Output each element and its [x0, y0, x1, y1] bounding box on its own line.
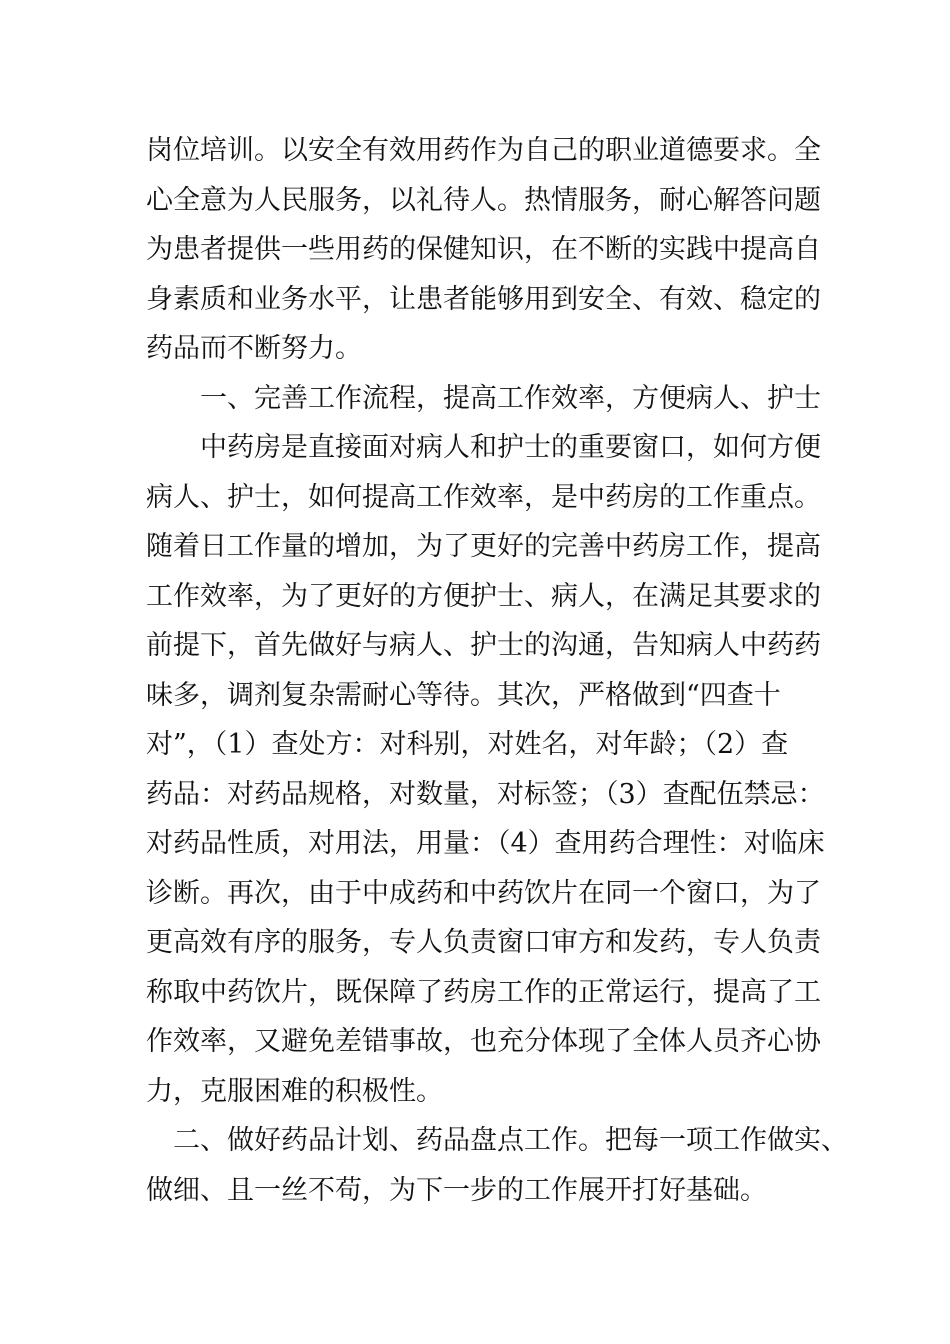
paragraph-line: 做细、且一丝不苟，为下一步的工作展开打好基础。 — [146, 1174, 767, 1206]
heading-line: 二、做好药品计划、药品盘点工作。把每一项工作做实、 — [173, 1125, 848, 1156]
paragraph-line: 身素质和业务水平，让患者能够用到安全、有效、稳定的 — [146, 283, 821, 315]
paragraph-1 — [146, 126, 846, 374]
paragraph-2 — [146, 423, 846, 1116]
heading-line: 一、完善工作流程，提高工作效率，方便病人、护士 — [200, 382, 821, 414]
paragraph-line: 前提下，首先做好与病人、护士的沟通，告知病人中药药 — [146, 630, 821, 661]
document-body — [146, 126, 846, 1215]
paragraph-line: 病人、护士，如何提高工作效率，是中药房的工作重点。 — [146, 481, 821, 513]
paragraph-line: 岗位培训。以安全有效用药作为自己的职业道德要求。全 — [146, 135, 821, 166]
paragraph-line: 称取中药饮片，既保障了药房工作的正常运行，提高了工 — [146, 976, 821, 1008]
paragraph-line: 药品：对药品规格，对数量，对标签；（3）查配伍禁忌： — [146, 778, 825, 810]
paragraph-line: 对”，（1）查处方：对科别，对姓名，对年龄；（2）查 — [146, 729, 789, 760]
section-heading-1 — [146, 374, 846, 424]
paragraph-line: 中药房是直接面对病人和护士的重要窗口，如何方便 — [200, 432, 821, 463]
paragraph-line: 药品而不断努力。 — [146, 333, 362, 364]
paragraph-line: 力，克服困难的积极性。 — [146, 1075, 443, 1107]
paragraph-line: 作效率，又避免差错事故，也充分体现了全体人员齐心协 — [146, 1026, 821, 1057]
paragraph-line: 心全意为人民服务，以礼待人。热情服务，耐心解答问题 — [146, 184, 821, 216]
paragraph-line: 诊断。再次，由于中成药和中药饮片在同一个窗口，为了 — [146, 877, 821, 909]
paragraph-line: 味多，调剂复杂需耐心等待。其次，严格做到“四查十 — [146, 679, 781, 711]
paragraph-line: 工作效率，为了更好的方便护士、病人，在满足其要求的 — [146, 580, 821, 612]
paragraph-line: 为患者提供一些用药的保健知识，在不断的实践中提高自 — [146, 234, 821, 265]
section-heading-2 — [146, 1116, 846, 1215]
paragraph-line: 对药品性质，对用法，用量：（4）查用药合理性：对临床 — [146, 828, 825, 859]
paragraph-line: 更高效有序的服务，专人负责窗口审方和发药，专人负责 — [146, 927, 821, 958]
paragraph-line: 随着日工作量的增加，为了更好的完善中药房工作，提高 — [146, 531, 821, 562]
